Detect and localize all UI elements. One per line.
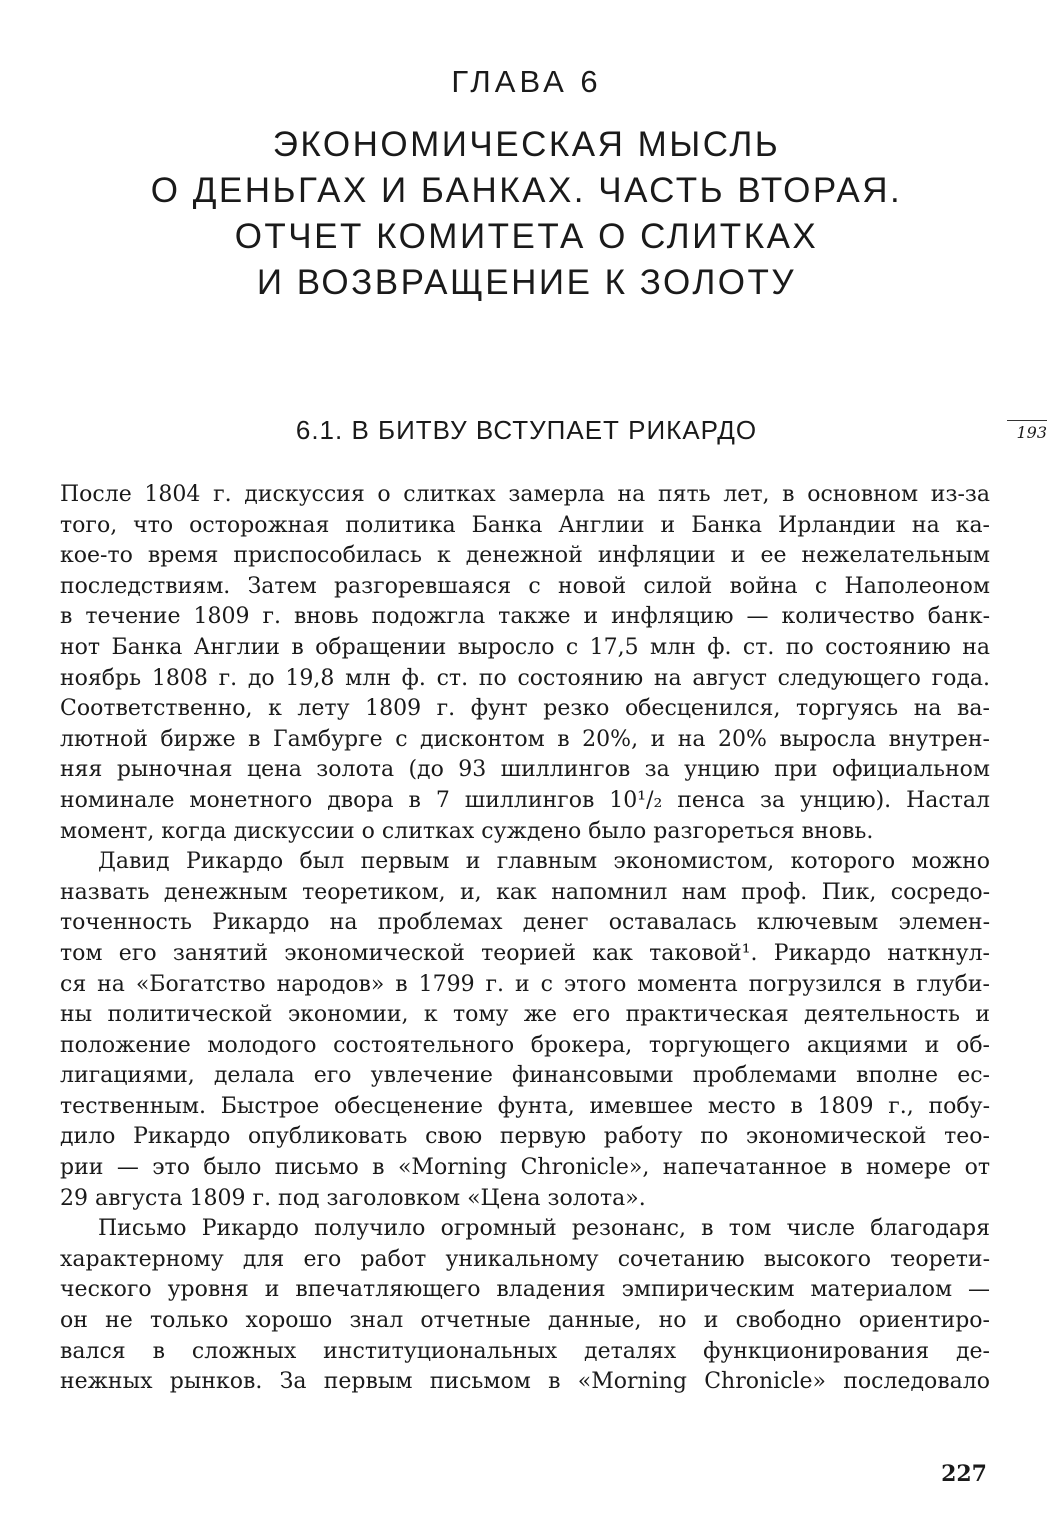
text-line: назвать денежным теоретиком, и, как напомнил нам проф. Пик, сосредо- <box>60 879 990 905</box>
text-line: Соответственно, к лету 1809 г. фунт резко обесценился, торгуясь на ва- <box>60 696 990 722</box>
text-line: характерному для его работ уникальному сочетанию высокого теорети- <box>60 1246 990 1272</box>
text-line: в течение 1809 г. вновь подожгла также и инфляцию — количество банк- <box>60 604 990 630</box>
text-line: вался в сложных институциональных деталях функционирования де- <box>60 1338 990 1364</box>
text-line: ся на «Богатство народов» в 1799 г. и с этого момента погрузился в глуби- <box>60 971 990 997</box>
text-line: ческого уровня и впечатляющего владения эмпирическим материалом — <box>60 1277 990 1303</box>
paragraph-2 <box>60 847 990 1214</box>
text-line: Давид Рикардо был первым и главным экономистом, которого можно <box>98 849 990 875</box>
text-line: ны политической экономии, к тому же его практическая деятельность и <box>60 1002 990 1028</box>
chapter-title-line: ОТЧЕТ КОМИТЕТА О СЛИТКАХ <box>234 217 819 256</box>
paragraph-1 <box>60 480 990 847</box>
chapter-title-line: ЭКОНОМИЧЕСКАЯ МЫСЛЬ <box>272 125 781 164</box>
text-line: няя рыночная цена золота (до 93 шиллингов за унцию при официальном <box>60 757 990 783</box>
text-line: нот Банка Англии в обращении выросло с 17,5 млн ф. ст. по состоянию на <box>60 634 990 660</box>
text-line: последствиям. Затем разгоревшаяся с новой силой война с Наполеоном <box>60 573 990 599</box>
page-number: 227 <box>941 1461 987 1487</box>
text-line: ноябрь 1808 г. до 19,8 млн ф. ст. по состоянию на август следующего года. <box>60 665 990 691</box>
chapter-title-line: И ВОЗВРАЩЕНИЕ К ЗОЛОТУ <box>256 263 797 302</box>
text-line: момент, когда дискуссии о слитках суждено было разгореться вновь. <box>60 818 874 844</box>
margin-page-reference: 193 <box>1007 420 1047 442</box>
text-line: он не только хорошо знал отчетные данные, но и свободно ориентиро- <box>60 1308 990 1334</box>
text-line: Письмо Рикардо получило огромный резонанс, в том числе благодаря <box>98 1216 990 1242</box>
text-line: точенность Рикардо на проблемах денег оставалась ключевым элемен- <box>60 910 990 936</box>
text-line: номинале монетного двора в 7 шиллингов 10¹/₂ пенса за унцию). Настал <box>60 787 990 813</box>
text-line: рии — это было письмо в «Morning Chronicle», напечатанное в номере от <box>60 1155 990 1181</box>
text-line: положение молодого состоятельного брокера, торгующего акциями и об- <box>60 1032 990 1058</box>
text-line: После 1804 г. дискуссия о слитках замерла на пять лет, в основном из-за <box>60 482 990 507</box>
text-line: лютной бирже в Гамбурге с дисконтом в 20%, и на 20% выросла внутрен- <box>60 726 990 752</box>
text-line: нежных рынков. За первым письмом в «Morning Chronicle» последовало <box>60 1369 990 1395</box>
text-line: дило Рикардо опубликовать свою первую работу по экономической тео- <box>60 1124 990 1150</box>
chapter-title-line: О ДЕНЬГАХ И БАНКАХ. ЧАСТЬ ВТОРАЯ. <box>150 171 903 210</box>
text-line: лигациями, делала его увлечение финансовыми проблемами вполне ес- <box>60 1063 990 1089</box>
section-heading: 6.1. В БИТВУ ВСТУПАЕТ РИКАРДО <box>295 415 758 445</box>
chapter-label: ГЛАВА 6 <box>451 64 602 99</box>
text-line: том его занятий экономической теорией как таковой¹. Рикардо наткнул- <box>60 940 990 966</box>
paragraph-3 <box>60 1214 990 1398</box>
body-text <box>60 480 990 1398</box>
text-line: тественным. Быстрое обесценение фунта, имевшее место в 1809 г., побу- <box>60 1093 990 1119</box>
text-line: 29 августа 1809 г. под заголовком «Цена золота». <box>60 1185 646 1211</box>
chapter-title <box>0 122 1053 306</box>
text-line: кое-то время приспособилась к денежной инфляции и ее нежелательным <box>60 543 990 569</box>
text-line: того, что осторожная политика Банка Англии и Банка Ирландии на ка- <box>60 512 990 538</box>
